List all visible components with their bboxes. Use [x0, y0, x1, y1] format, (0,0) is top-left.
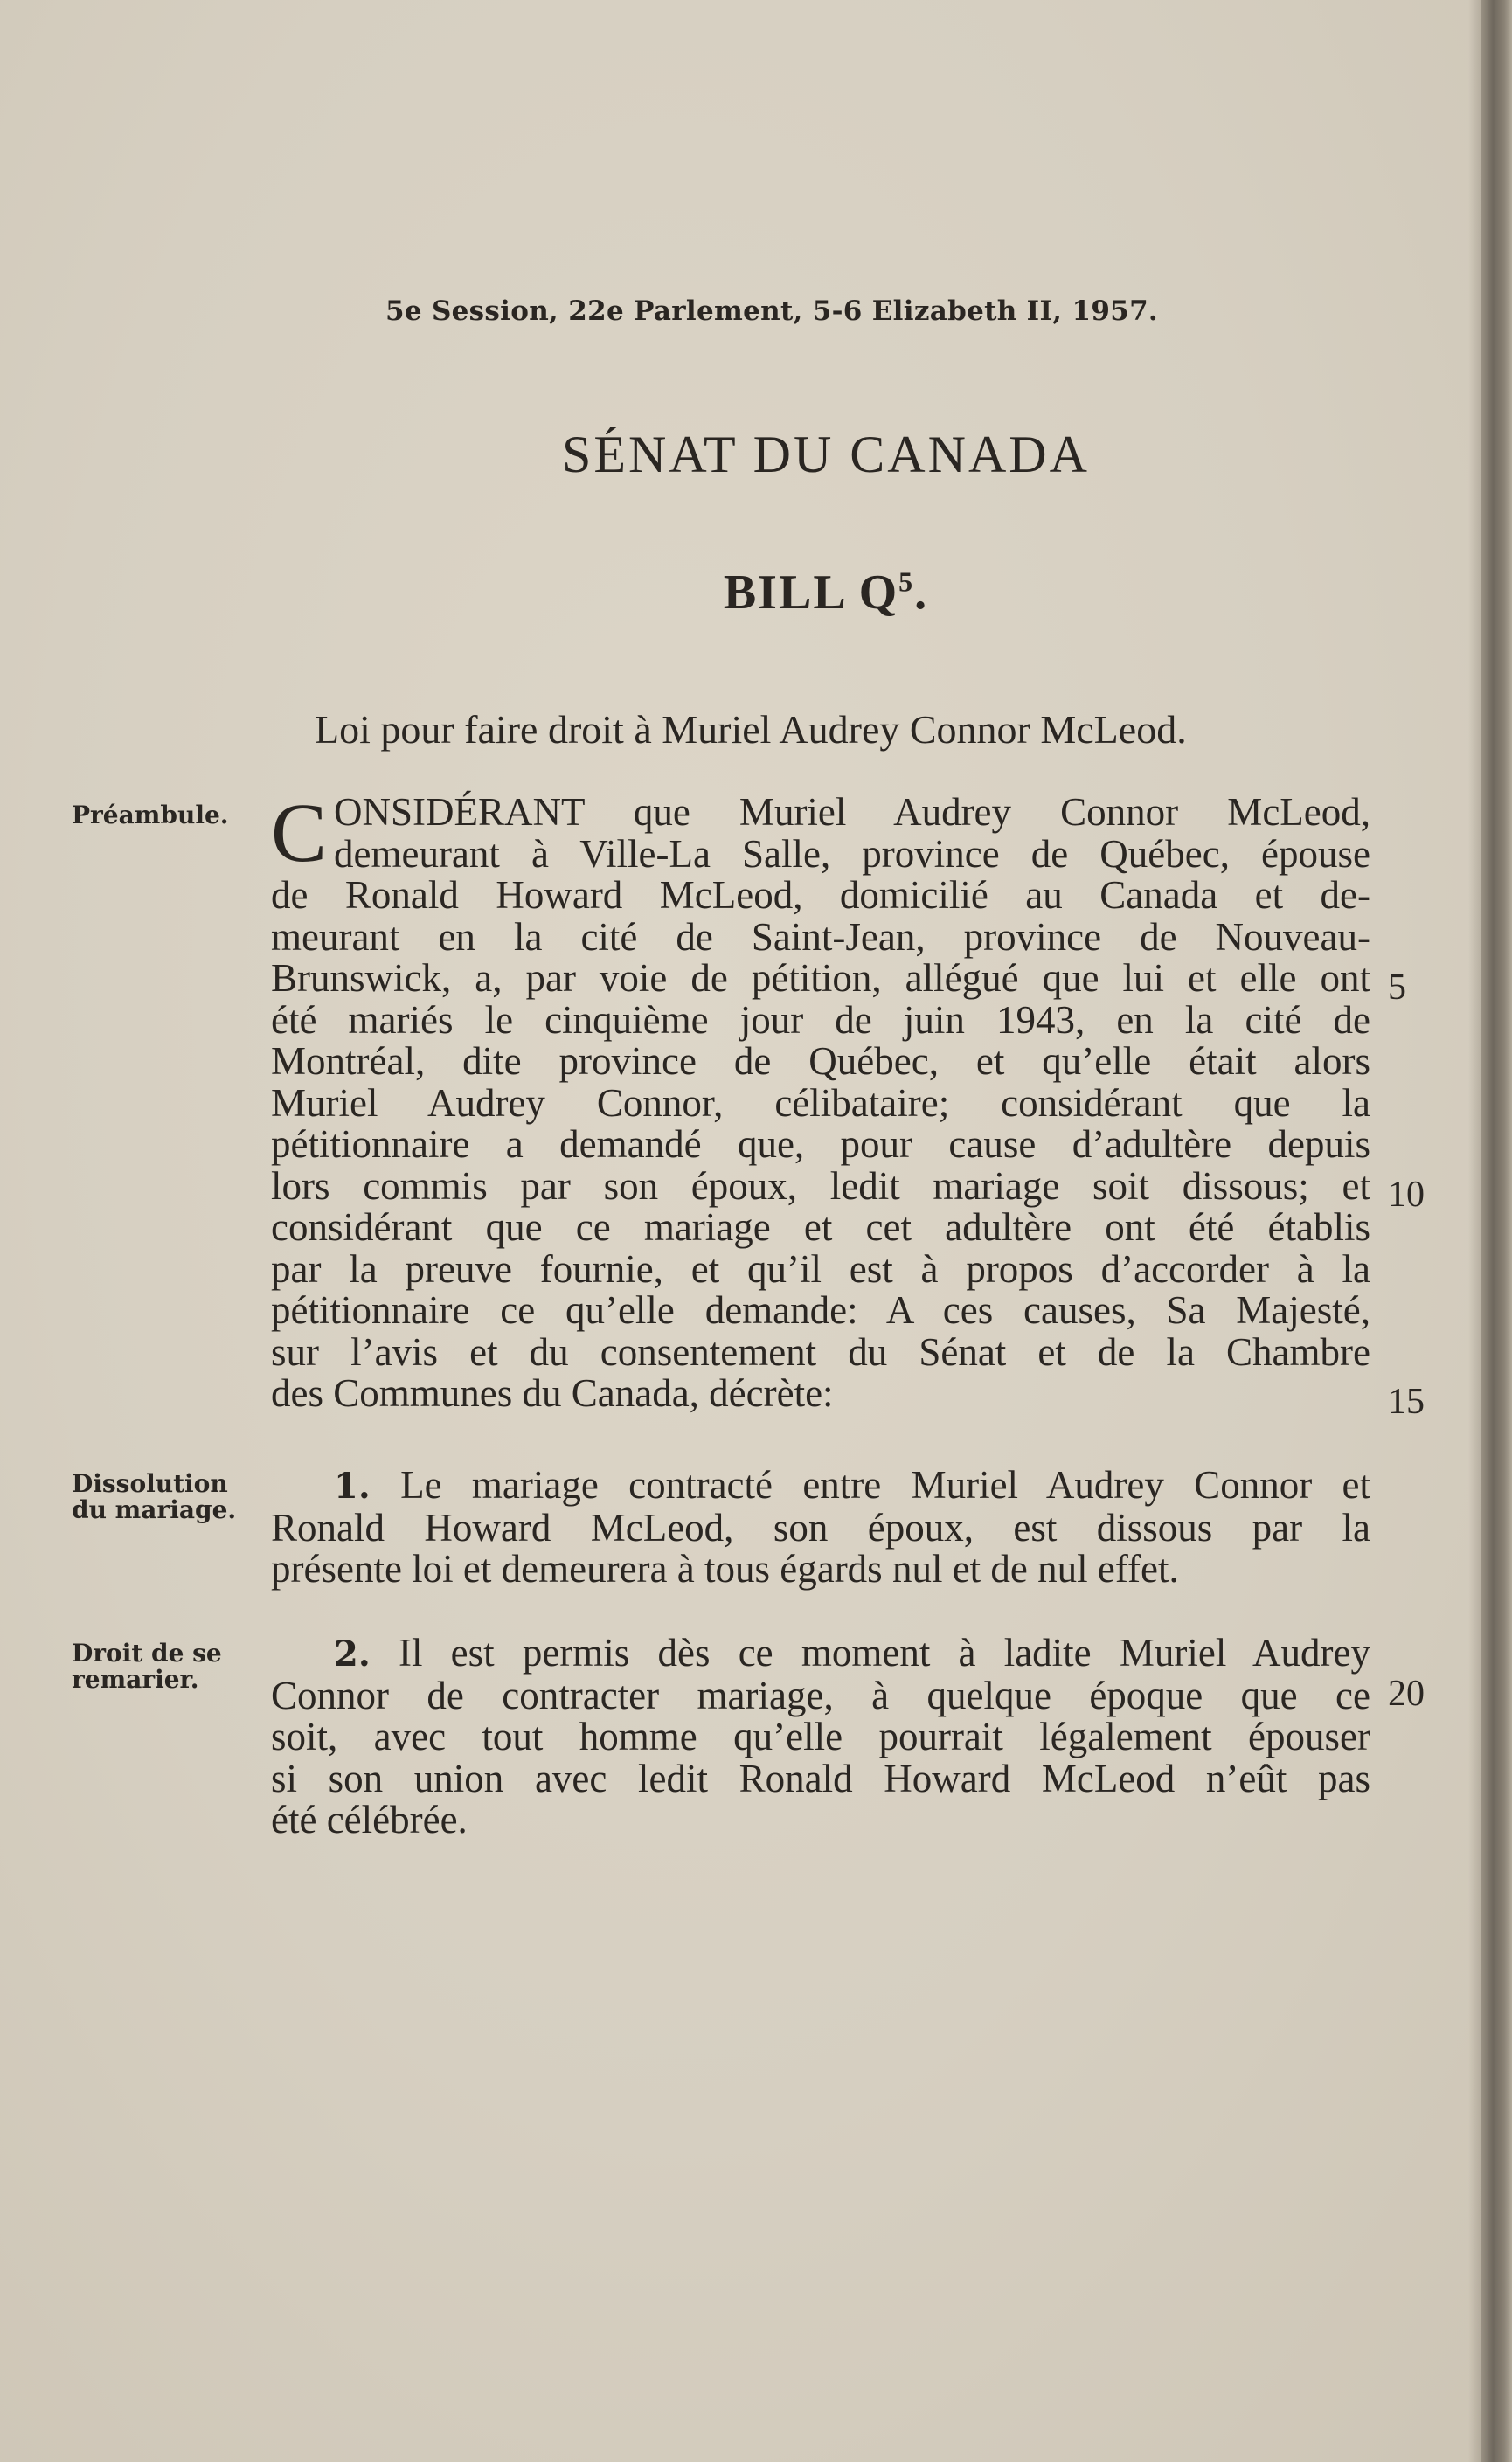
margin-note-preamble-text: Préambule.	[72, 801, 229, 829]
preamble-line: sur l’avis et du consentement du Sénat et de la Chambre	[271, 1329, 1370, 1374]
preamble-paragraph	[271, 786, 1370, 1415]
preamble-line: pétitionnaire ce qu’elle demande: A ces causes, Sa Majesté,	[271, 1288, 1370, 1332]
section-1-line: Ronald Howard McLeod, son époux, est dissous par la	[271, 1505, 1370, 1550]
line-number-20: 20	[1388, 1674, 1425, 1714]
section-1-line	[271, 1465, 1370, 1508]
preamble-line: Brunswick, a, par voie de pétition, allégué que lui et elle ont	[271, 956, 1370, 1000]
preamble-line: demeurant à Ville-La Salle, province de Québec, épouse	[334, 831, 1370, 876]
session-text: 5e Session, 22e Parlement, 5-6 Elizabeth II, 1957.	[385, 295, 1159, 327]
section-1-paragraph	[271, 1465, 1370, 1591]
section-2-line: si son union avec ledit Ronald Howard McLeod n’eût pas	[271, 1756, 1370, 1800]
preamble-line: Muriel Audrey Connor, célibataire; considérant que la	[271, 1080, 1370, 1125]
preamble-line: lors commis par son époux, ledit mariage soit dissous; et	[271, 1163, 1370, 1208]
section-2-line: été célébrée.	[271, 1798, 468, 1841]
line-number-15: 15	[1388, 1382, 1425, 1422]
margin-note-remarry-line2: remarier.	[72, 1665, 199, 1694]
section-1-line-text: Le mariage contracté entre Muriel Audrey Connor et	[400, 1463, 1370, 1507]
preamble-line: des Communes du Canada, décrète:	[271, 1371, 834, 1415]
preamble-line: ONSIDÉRANT que Muriel Audrey Connor McLeod,	[334, 790, 1370, 834]
section-2-paragraph	[271, 1633, 1370, 1841]
margin-note-dissolution-line1: Dissolution	[72, 1469, 228, 1498]
preamble-line: par la preuve fournie, et qu’il est à propos d’accorder à la	[271, 1246, 1370, 1291]
section-1-line: présente loi et demeurera à tous égards nul et de nul effet.	[271, 1547, 1179, 1591]
bill-suffix: .	[914, 565, 929, 620]
section-2-line: Connor de contracter mariage, à quelque époque que ce	[271, 1673, 1370, 1717]
section-2-line-text: Il est permis dès ce moment à ladite Muriel Audrey	[398, 1631, 1370, 1675]
preamble-line: de Ronald Howard McLeod, domicilié au Canada et de-	[271, 873, 1370, 917]
chamber-text: SÉNAT DU CANADA	[562, 426, 1090, 483]
preamble-dropcap: C	[271, 786, 328, 879]
preamble-line: meurant en la cité de Saint-Jean, province de Nouveau-	[271, 914, 1370, 959]
act-title: Loi pour faire droit à Muriel Audrey Connor McLeod.	[315, 707, 1187, 752]
line-number-5: 5	[1388, 967, 1406, 1008]
section-2-line: soit, avec tout homme qu’elle pourrait légalement épouser	[271, 1715, 1370, 1758]
preamble-line: considérant que ce mariage et cet adultère ont été établis	[271, 1205, 1370, 1249]
bill-title	[0, 565, 1512, 621]
bill-label: BILL Q	[723, 565, 899, 620]
margin-note-preamble	[72, 802, 229, 829]
line-number-10: 10	[1388, 1175, 1425, 1215]
session-header	[0, 295, 1512, 327]
margin-note-remarry	[72, 1640, 222, 1693]
section-2-number: 2.	[334, 1633, 371, 1675]
preamble-line: pétitionnaire a demandé que, pour cause d’adultère depuis	[271, 1122, 1370, 1166]
chamber-title	[0, 425, 1512, 485]
bill-title-inner	[724, 565, 928, 620]
preamble-line: Montréal, dite province de Québec, et qu’elle était alors	[271, 1039, 1370, 1083]
margin-note-remarry-line1: Droit de se	[72, 1639, 222, 1668]
page-binding-edge	[1481, 0, 1512, 2462]
section-2-line	[271, 1633, 1370, 1675]
margin-note-dissolution	[72, 1471, 236, 1523]
margin-note-dissolution-line2: du mariage.	[72, 1495, 237, 1524]
section-1-number: 1.	[334, 1466, 371, 1507]
page-edge-shadow	[1468, 0, 1481, 2462]
preamble-line: été mariés le cinquième jour de juin 1943, en la cité de	[271, 997, 1370, 1042]
bill-superscript: 5	[898, 565, 915, 598]
